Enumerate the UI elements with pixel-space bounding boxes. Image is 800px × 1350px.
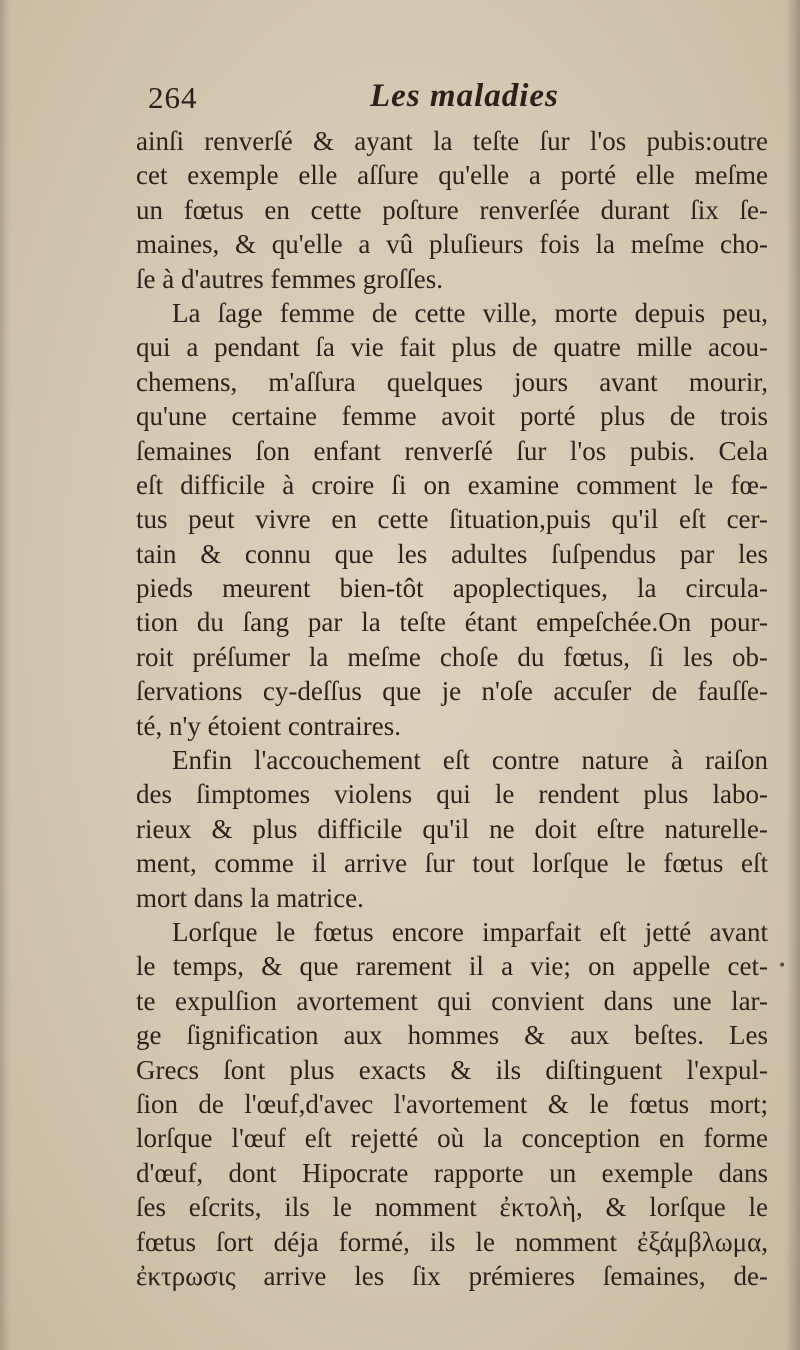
text-line: roit préſumer la meſme choſe du fœtus, ſi les ob- [136,641,768,672]
page-header [132,78,772,122]
page-right-shadow [786,0,800,1350]
text-line: ſervations cy-deſſus que je n'oſe accuſer de fauſſe- [136,676,768,707]
text-line: qui a pendant ſa vie fait plus de quatre mille acou- [136,332,768,363]
text-line: Grecs ſont plus exacts & ils diſtinguent l'expul- [136,1054,768,1085]
body-text [136,124,768,1293]
page-left-shadow [0,0,10,1350]
paragraph-start-line: La ſage femme de cette ville, morte depuis peu, [172,297,768,328]
text-line: tion du ſang par la teſte étant empeſchée.On pour- [136,607,768,638]
text-line: ainſi renverſé & ayant la teſte ſur l'os pubis:outre [136,126,768,156]
text-line: maines, & qu'elle a vû pluſieurs fois la meſme cho- [136,229,768,260]
text-line: d'œuf, dont Hipocrate rapporte un exemple dans [136,1157,768,1188]
text-line: des ſimptomes violens qui le rendent plus labo- [136,779,768,810]
text-line: ment, comme il arrive ſur tout lorſque le fœtus eſt [136,848,768,879]
text-line: ge ſignification aux hommes & aux beſtes. Les [136,1020,768,1051]
text-line: rieux & plus difficile qu'il ne doit eſtre naturelle- [136,813,768,844]
text-line: tain & connu que les adultes ſuſpendus par les [136,538,768,569]
page-number: 264 [148,80,198,115]
text-line: le temps, & que rarement il a vie; on appelle cet- [136,951,768,982]
text-line: ſe à d'autres femmes groſſes. [136,263,444,294]
text-line: un fœtus en cette poſture renverſée durant ſix ſe- [136,194,768,225]
text-line: ſion de l'œuf,d'avec l'avortement & le fœtus mort; [136,1088,768,1119]
text-line: ἐκτρωσις arrive les ſix prémieres ſemaines, de- [136,1260,768,1291]
text-line: cet exemple elle aſſure qu'elle a porté elle meſme [136,160,768,191]
text-line: ſes eſcrits, ils le nomment ἐκτολὴ, & lorſque le [136,1192,768,1223]
ink-speck: • [778,958,787,974]
text-line: qu'une certaine femme avoit porté plus de trois [136,401,768,432]
text-line: lorſque l'œuf eſt rejetté où la conception en forme [136,1123,768,1154]
text-line: té, n'y étoient contraires. [136,710,402,741]
paragraph-start-line: Enfin l'accouchement eſt contre nature à raiſon [172,745,768,776]
text-line: pieds meurent bien-tôt apoplectiques, la circula- [136,573,768,604]
text-line: tus peut vivre en cette ſituation,puis qu'il eſt cer- [136,504,768,535]
text-line: te expulſion avortement qui convient dans une lar- [136,985,768,1016]
text-line: ſemaines ſon enfant renverſé ſur l'os pubis. Cela [136,435,768,466]
text-line: chemens, m'aſſura quelques jours avant mourir, [136,366,768,397]
running-title: Les maladies [370,78,559,114]
text-line: fœtus ſort déja formé, ils le nomment ἐξάμβλωμα, [136,1226,768,1257]
text-line: mort dans la matrice. [136,882,364,913]
text-line: eſt difficile à croire ſi on examine comment le fœ- [136,469,768,500]
paragraph-start-line: Lorſque le fœtus encore imparfait eſt jetté avant [172,916,768,947]
